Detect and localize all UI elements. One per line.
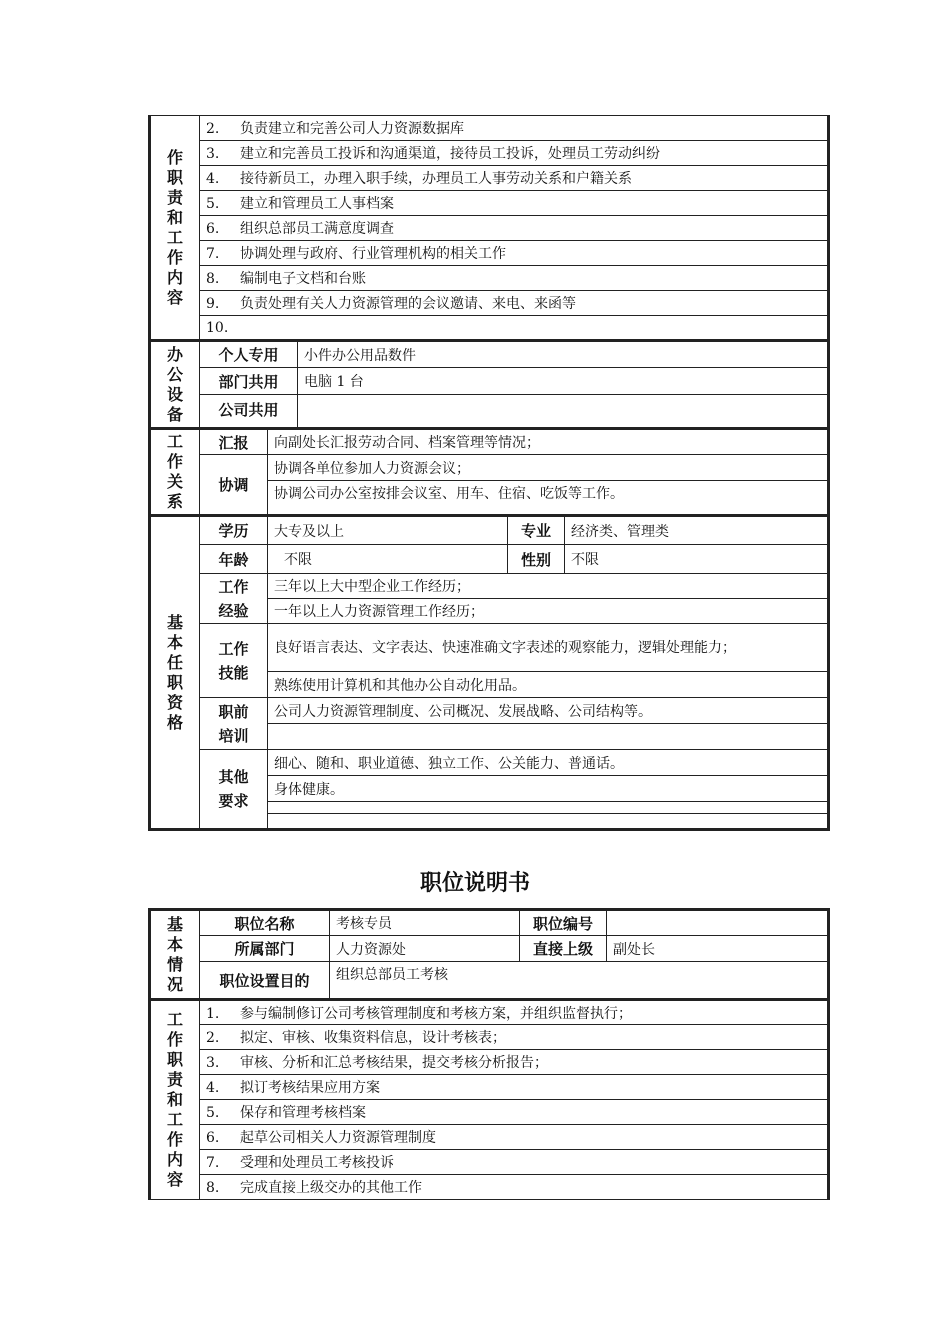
equipment-value [298,395,829,429]
major-label: 专业 [508,516,565,545]
equipment-value: 电脑 1 台 [298,368,829,395]
duty-item: 7. 协调处理与政府、行业管理机构的相关工作 [200,241,829,266]
coordinate-value: 协调公司办公室按排会议室、用车、住宿、吃饭等工作。 [268,481,829,516]
gender-label: 性别 [508,545,565,574]
purpose-label: 职位设置目的 [200,962,330,1000]
other-requirements-value [268,802,829,814]
report-label: 汇报 [200,429,268,455]
duty-item: 3. 审核、分析和汇总考核结果，提交考核分析报告； [200,1050,829,1075]
duty-item: 4. 接待新员工，办理入职手续，办理员工人事劳动关系和户籍关系 [200,166,829,191]
skill-value: 熟练使用计算机和其他办公自动化用品。 [268,672,829,698]
duties-section-label: 工 作 职 责 和 工 作 内 容 [150,1000,200,1200]
skill-value: 良好语言表达、文字表达、快速准确文字表述的观察能力，逻辑处理能力； [268,624,829,672]
supervisor-value: 副处长 [607,936,829,962]
major-value: 经济类、管理类 [565,516,829,545]
equipment-label: 公司共用 [200,395,298,429]
duty-item: 2. 负责建立和完善公司人力资源数据库 [200,116,829,141]
relations-section-label: 工 作 关 系 [150,429,200,516]
training-value [268,724,829,750]
education-label: 学历 [200,516,268,545]
duty-item: 3. 建立和完善员工投诉和沟通渠道，接待员工投诉，处理员工劳动纠纷 [200,141,829,166]
basic-info-section-label: 基 本 情 况 [150,910,200,1000]
education-value: 大专及以上 [268,516,508,545]
position-code-value [607,910,829,936]
duty-item: 5. 建立和管理员工人事档案 [200,191,829,216]
other-requirements-label: 其他 要求 [200,750,268,830]
equipment-section-label: 办 公 设 备 [150,341,200,429]
qualification-section-label: 基 本 任 职 资 格 [150,516,200,830]
training-label: 职前 培训 [200,698,268,750]
position-code-label: 职位编号 [520,910,607,936]
equipment-label: 个人专用 [200,341,298,368]
duty-item: 5. 保存和管理考核档案 [200,1100,829,1125]
purpose-value: 组织总部员工考核 [330,962,829,1000]
coordinate-value: 协调各单位参加人力资源会议； [268,455,829,481]
experience-value: 一年以上人力资源管理工作经历； [268,599,829,624]
blank-row [268,814,829,830]
duty-item: 2. 拟定、审核、收集资料信息，设计考核表； [200,1025,829,1050]
age-value: 不限 [268,545,508,574]
supervisor-label: 直接上级 [520,936,607,962]
experience-label: 工作 经验 [200,574,268,624]
duty-item: 9. 负责处理有关人力资源管理的会议邀请、来电、来函等 [200,291,829,316]
duty-item: 10. [200,316,829,341]
duty-item: 6. 组织总部员工满意度调查 [200,216,829,241]
equipment-label: 部门共用 [200,368,298,395]
duty-item: 4. 拟订考核结果应用方案 [200,1075,829,1100]
position-name-label: 职位名称 [200,910,330,936]
page-title: 职位说明书 [419,871,530,896]
duty-item: 8. 完成直接上级交办的其他工作 [200,1175,829,1200]
report-value: 向副处长汇报劳动合同、档案管理等情况； [268,429,829,455]
other-requirements-value: 细心、随和、职业道德、独立工作、公关能力、普通话。 [268,750,829,776]
position-name-value: 考核专员 [330,910,520,936]
gender-value: 不限 [565,545,829,574]
other-requirements-value: 身体健康。 [268,776,829,802]
job-description-table-1 [148,115,830,831]
equipment-value: 小件办公用品数件 [298,341,829,368]
duty-item: 8. 编制电子文档和台账 [200,266,829,291]
job-description-table-2 [148,908,830,1200]
duty-item: 7. 受理和处理员工考核投诉 [200,1150,829,1175]
duty-item: 1. 参与编制修订公司考核管理制度和考核方案，并组织监督执行； [200,1000,829,1025]
department-value: 人力资源处 [330,936,520,962]
duties-section-label: 作 职 责 和 工 作 内 容 [150,116,200,341]
department-label: 所属部门 [200,936,330,962]
duty-item: 6. 起草公司相关人力资源管理制度 [200,1125,829,1150]
experience-value: 三年以上大中型企业工作经历； [268,574,829,599]
skill-label: 工作 技能 [200,624,268,698]
age-label: 年龄 [200,545,268,574]
training-value: 公司人力资源管理制度、公司概况、发展战略、公司结构等。 [268,698,829,724]
coordinate-label: 协调 [200,455,268,516]
